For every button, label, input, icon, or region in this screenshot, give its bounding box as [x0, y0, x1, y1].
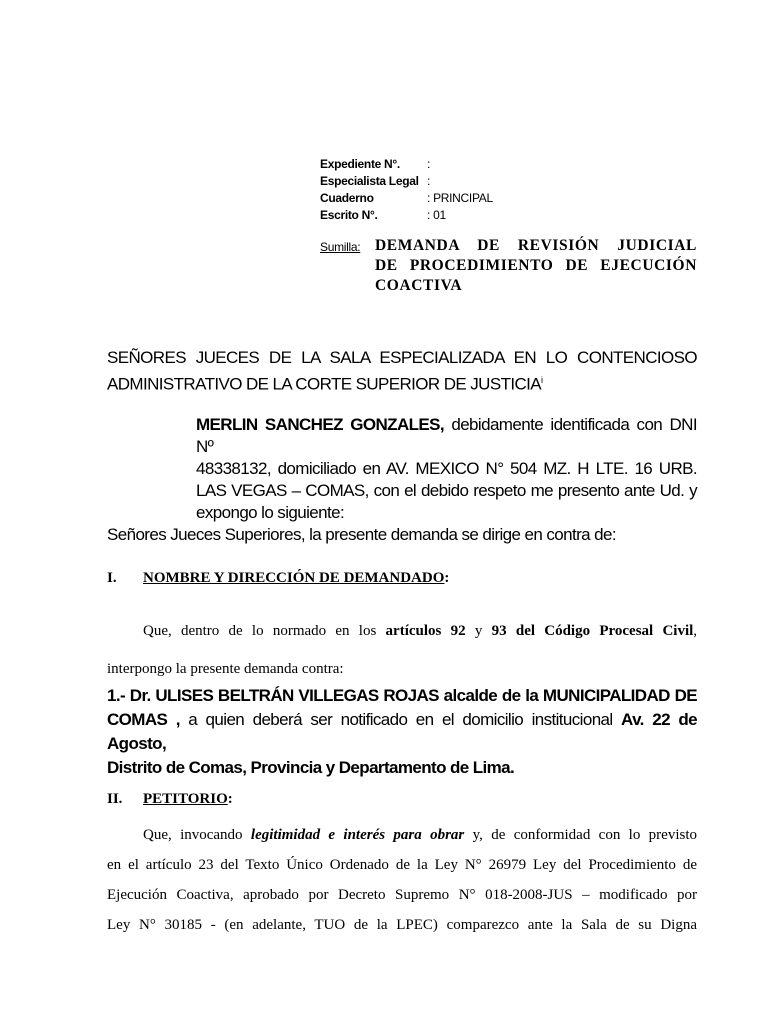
addressee	[107, 347, 697, 396]
header-row-expediente	[320, 156, 493, 173]
bold-text: 93 del Código Procesal Civil	[491, 623, 694, 639]
plaintiff-name: MERLIN SANCHEZ GONZALES,	[196, 415, 444, 434]
paragraph-line: en el artículo 23 del Texto Único Ordenado de la Ley N° 26979 Ley del Procedimiento de	[107, 857, 697, 873]
addressee-line: SEÑORES JUECES DE LA SALA ESPECIALIZADA EN LO CONTENCIOSO	[107, 348, 697, 367]
paragraph-text: Que, dentro de lo normado en los	[143, 623, 386, 639]
header-row-especialista	[320, 173, 493, 190]
paragraph-text: Que, invocando	[143, 827, 251, 843]
bold-text: artículos 92	[385, 623, 466, 639]
defendant-line	[107, 708, 697, 756]
section-number: II.	[107, 791, 123, 807]
intro-line: LAS VEGAS – COMAS, con el debido respeto me presento ante Ud. y	[196, 481, 697, 500]
intro-paragraph	[196, 414, 697, 524]
section-1-paragraph	[107, 612, 697, 688]
intro-line: expongo lo siguiente:	[196, 503, 345, 522]
sumilla-label: Sumilla:	[320, 240, 361, 254]
header-label: Cuaderno	[320, 191, 374, 205]
defendant-line: Distrito de Comas, Provincia y Departamento de Lima.	[107, 758, 515, 777]
defendant-text: a quien deberá ser notificado en el domicilio institucional	[179, 710, 622, 729]
header-value: :	[427, 174, 431, 188]
header-value: :	[427, 157, 431, 171]
section-colon: :	[444, 570, 450, 586]
paragraph-text: y, de conformidad con lo previsto	[464, 827, 697, 843]
bold-italic-text: legitimidad e interés para obrar	[250, 827, 465, 843]
section-heading-2	[107, 791, 233, 808]
bold-text: COMAS ,	[107, 710, 180, 729]
sumilla-line: DEMANDA DE REVISIÓN JUDICIAL	[375, 237, 697, 254]
addressee-line-text: ADMINISTRATIVO DE LA CORTE SUPERIOR DE JUSTICIA	[107, 374, 542, 394]
header-row-cuaderno	[320, 190, 493, 207]
header-label: Escrito N°.	[320, 208, 378, 222]
sumilla-line: DE PROCEDIMIENTO DE EJECUCIÓN	[375, 257, 697, 274]
paragraph-line: Ley N° 30185 - (en adelante, TUO de la LPEC) comparezco ante la Sala de su Digna	[107, 917, 697, 933]
paragraph-text: ,	[693, 623, 698, 639]
section-number: I.	[107, 570, 117, 586]
footnote-mark: i	[541, 375, 543, 385]
sumilla-line: COACTIVA	[375, 277, 463, 294]
addressee-line-2	[107, 369, 697, 396]
intro-line: 48338132, domiciliado en AV. MEXICO N° 504 MZ. H LTE. 16 URB.	[196, 459, 697, 478]
paragraph-line: Ejecución Coactiva, aprobado por Decreto Supremo N° 018-2008-JUS – modificado por	[107, 887, 697, 903]
intro-text: debidamente identificada con DNI Nº	[196, 415, 697, 456]
header-label: Expediente N°.	[320, 157, 400, 171]
paragraph-line	[107, 612, 697, 650]
header-label: Especialista Legal	[320, 174, 419, 188]
section-title: PETITORIO	[143, 791, 228, 807]
intro-line	[196, 414, 697, 458]
header-value: : PRINCIPAL	[427, 191, 493, 205]
paragraph-text: y	[465, 623, 492, 639]
sumilla-text	[375, 236, 697, 296]
section-2-paragraph	[107, 820, 697, 940]
paragraph-line: interpongo la presente demanda contra:	[107, 661, 344, 677]
header-value: : 01	[427, 208, 446, 222]
case-header	[320, 156, 493, 224]
header-row-escrito	[320, 207, 493, 224]
section-title: NOMBRE Y DIRECCIÓN DE DEMANDADO	[143, 570, 445, 586]
defendant-paragraph	[107, 684, 697, 780]
paragraph-line	[107, 820, 697, 850]
sumilla	[320, 236, 700, 296]
section-colon: :	[227, 791, 233, 807]
section-heading-1	[107, 570, 449, 587]
contra-line: Señores Jueces Superiores, la presente demanda se dirige en contra de:	[107, 525, 616, 544]
bold-text: Av. 22 de Agosto,	[107, 710, 698, 753]
defendant-line: 1.- Dr. ULISES BELTRÁN VILLEGAS ROJAS alcalde de la MUNICIPALIDAD DE	[107, 686, 697, 705]
